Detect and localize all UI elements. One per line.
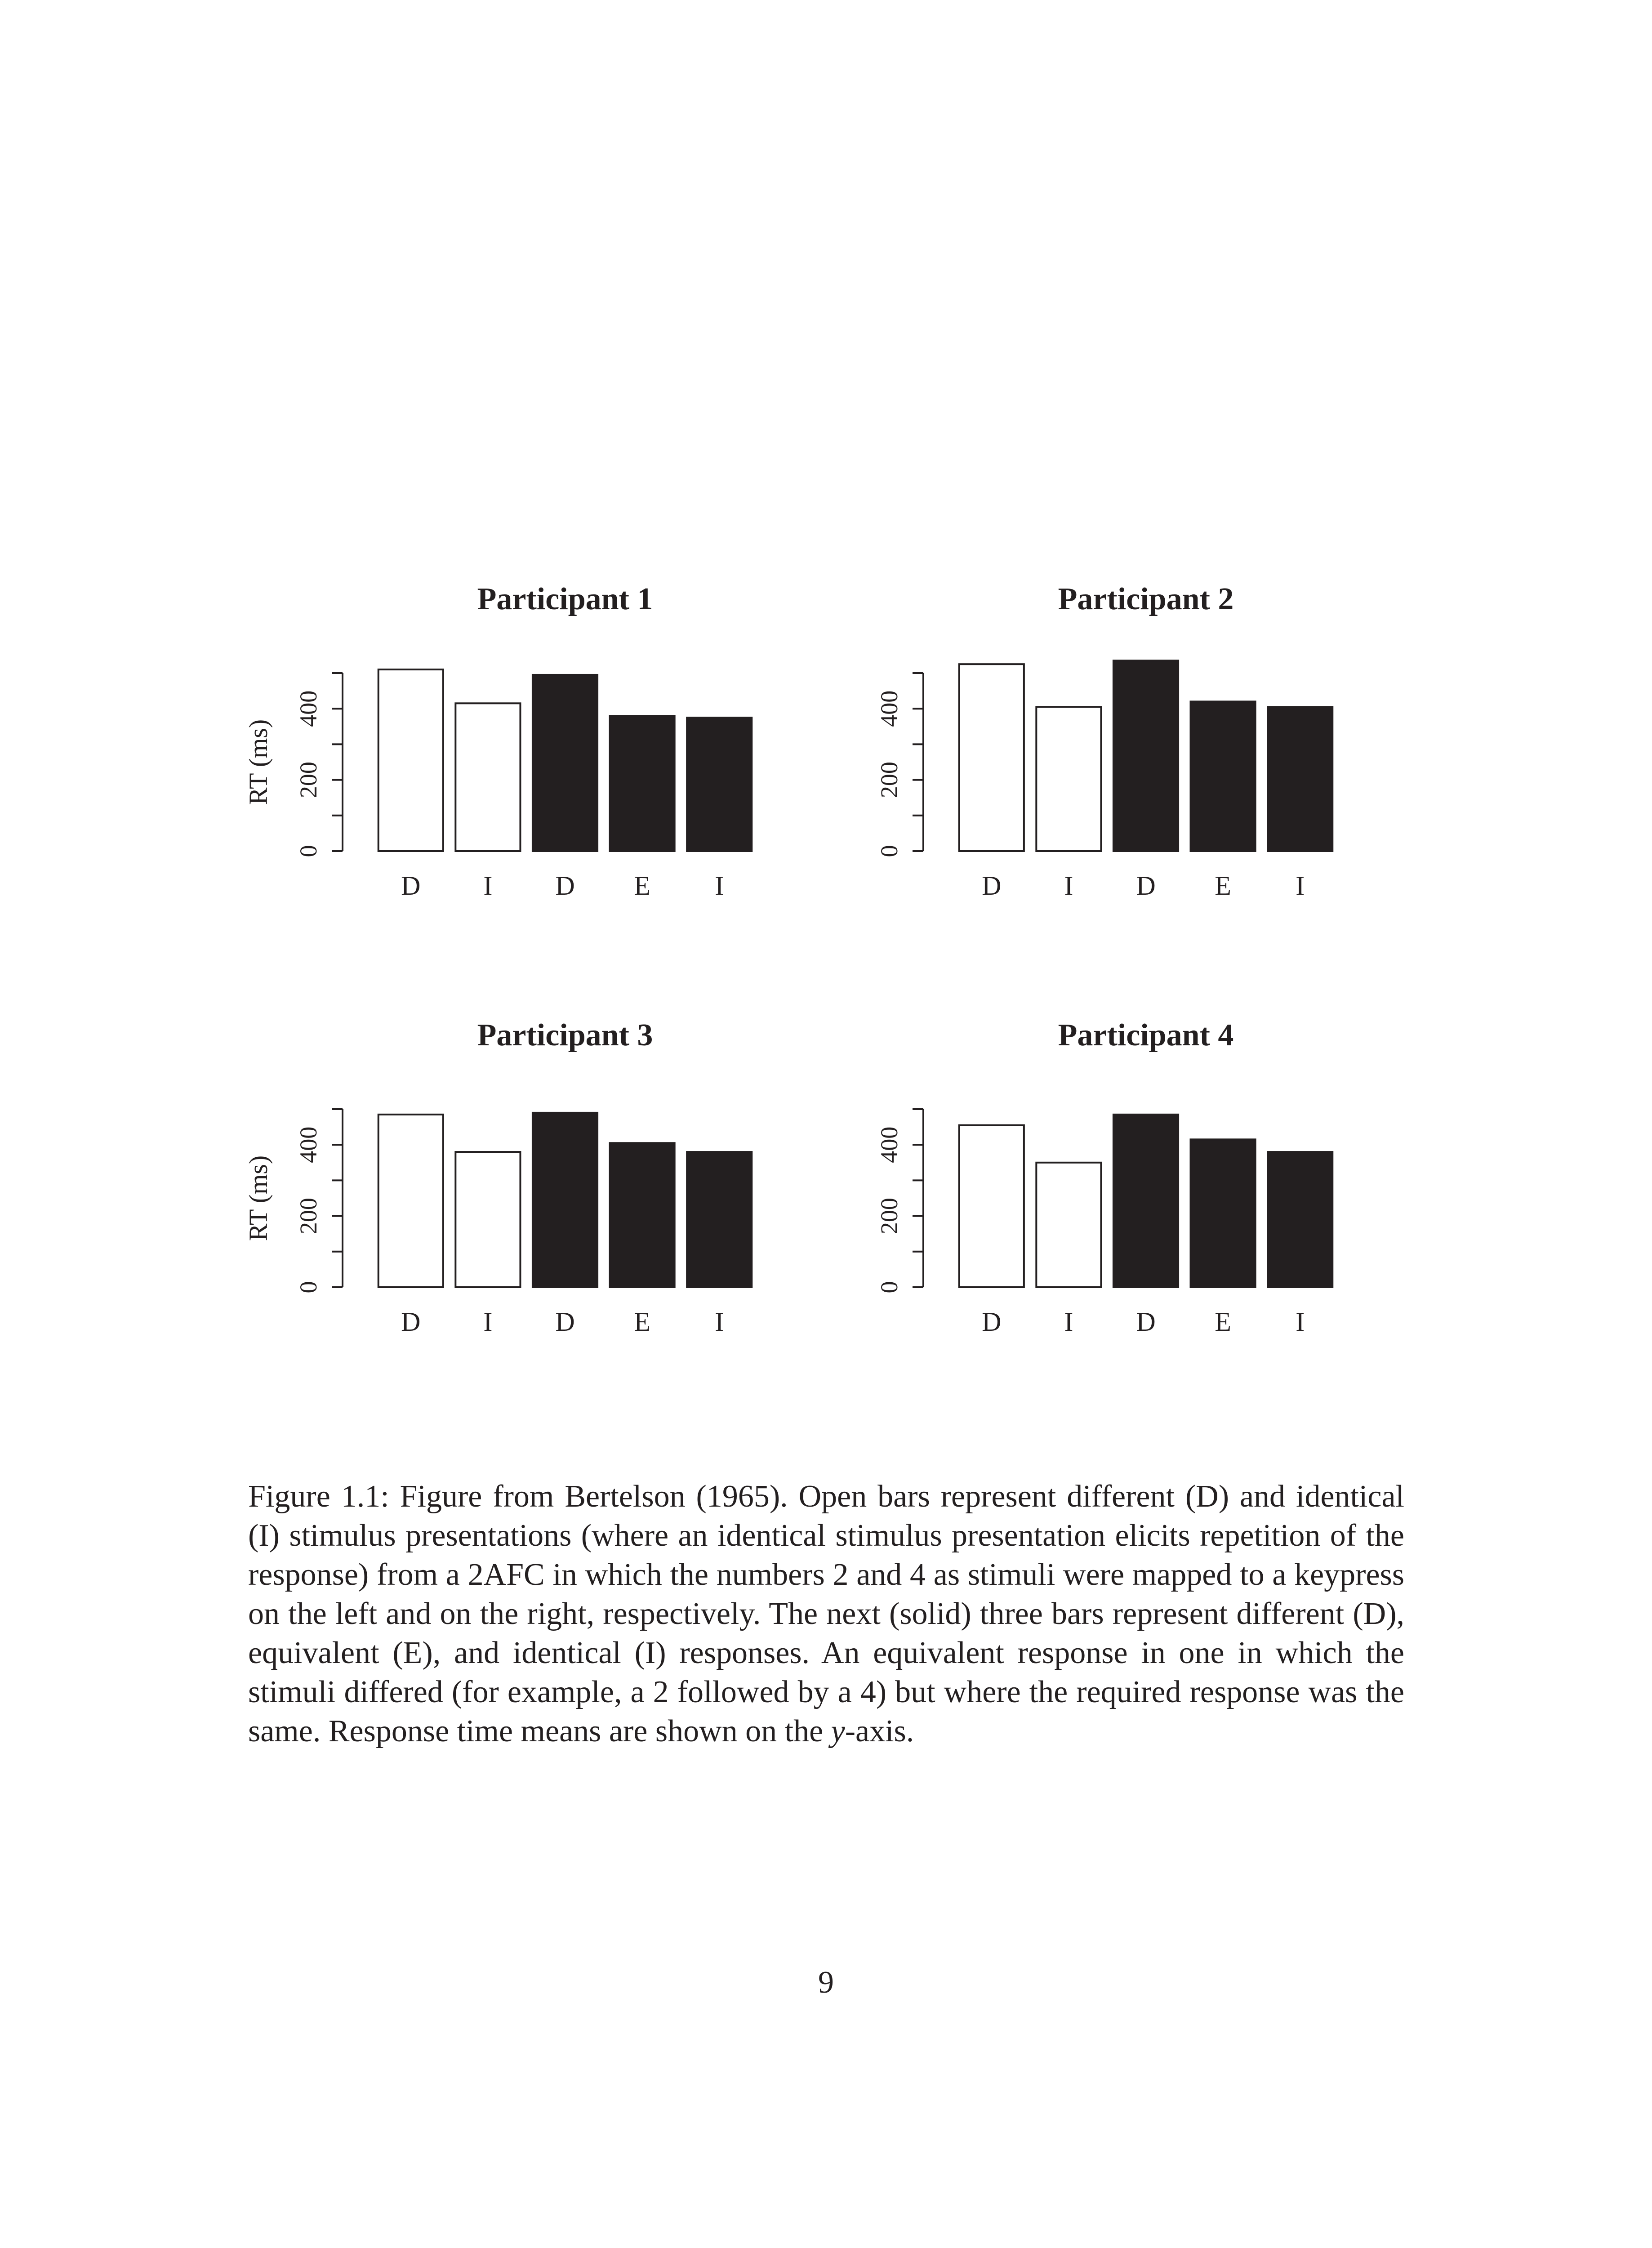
p1-x-tick-label-5: I xyxy=(715,871,724,901)
p1-bar-2 xyxy=(455,703,520,851)
p3-x-tick-label-1: D xyxy=(401,1307,421,1337)
p2-chart-title: Participant 2 xyxy=(1058,582,1234,616)
p1-x-tick-label-1: D xyxy=(401,871,421,901)
p1-bar-5 xyxy=(687,718,752,851)
p4-bar-5 xyxy=(1268,1152,1332,1287)
p2-bar-3 xyxy=(1113,660,1178,851)
p1-chart-title: Participant 1 xyxy=(477,582,653,616)
figure-caption xyxy=(248,1477,1404,1751)
p1-bar-3 xyxy=(533,675,597,851)
p3-y-axis-label: RT (ms) xyxy=(244,1155,273,1241)
p1-x-tick-label-4: E xyxy=(634,871,650,901)
p4-x-tick-label-1: D xyxy=(982,1307,1002,1337)
p3-y-tick-label: 400 xyxy=(295,1126,322,1163)
p2-x-tick-label-2: I xyxy=(1064,871,1073,901)
p4-y-tick-label: 200 xyxy=(876,1198,903,1235)
p4-chart-title: Participant 4 xyxy=(1058,1018,1234,1053)
p4-bar-2 xyxy=(1036,1163,1101,1287)
p2-y-tick-label: 200 xyxy=(876,762,903,798)
p3-x-tick-label-3: D xyxy=(555,1307,575,1337)
p4-bar-4 xyxy=(1191,1139,1256,1287)
p3-bar-4 xyxy=(610,1143,675,1287)
p3-x-tick-label-5: I xyxy=(715,1307,724,1337)
caption-y-symbol: y xyxy=(831,1714,845,1748)
page-number: 9 xyxy=(818,1965,834,2000)
caption-body: Figure from Bertelson (1965). Open bars represent different (D) and identical (I) stimulus presentations (where an identical stimulus presentation elicits repetition of the response) from a 2AFC in which the numbers 2 and 4 as stimuli were mapped to a keypress on the left and on the right, respectively. The next (solid) three bars represent different (D), equivalent (E), and identical (I) responses. An equivalent response in one in which the stimuli differed (for example, a 2 followed by a 4) but where the required response was the same. Response time means are shown on the xyxy=(248,1479,1404,1748)
p3-y-tick-label: 0 xyxy=(295,1281,322,1293)
p1-y-tick-label: 0 xyxy=(295,845,322,857)
p4-bar-1 xyxy=(959,1125,1024,1287)
p3-x-tick-label-2: I xyxy=(483,1307,493,1337)
p1-y-tick-label: 200 xyxy=(295,762,322,798)
p2-x-tick-label-3: D xyxy=(1136,871,1156,901)
p2-y-tick-label: 0 xyxy=(876,845,903,857)
p4-x-tick-label-2: I xyxy=(1064,1307,1073,1337)
p3-bar-3 xyxy=(533,1113,597,1287)
p1-y-tick-label: 400 xyxy=(295,690,322,727)
p4-x-tick-label-4: E xyxy=(1215,1307,1231,1337)
p2-bar-1 xyxy=(959,664,1024,851)
caption-label: Figure 1.1: xyxy=(248,1479,389,1514)
p2-x-tick-label-1: D xyxy=(982,871,1002,901)
p4-x-tick-label-5: I xyxy=(1296,1307,1305,1337)
p2-x-tick-label-5: I xyxy=(1296,871,1305,901)
p4-bar-3 xyxy=(1113,1115,1178,1287)
p4-y-tick-label: 400 xyxy=(876,1126,903,1163)
p1-x-tick-label-3: D xyxy=(555,871,575,901)
p3-x-tick-label-4: E xyxy=(634,1307,650,1337)
p2-bar-2 xyxy=(1036,707,1101,851)
p1-y-axis-label: RT (ms) xyxy=(244,719,273,805)
caption-body-end: -axis. xyxy=(845,1714,914,1748)
p1-bar-1 xyxy=(378,669,443,851)
p3-bar-5 xyxy=(687,1152,752,1287)
p3-chart-title: Participant 3 xyxy=(477,1018,653,1053)
p1-x-tick-label-2: I xyxy=(483,871,493,901)
p3-bar-2 xyxy=(455,1152,520,1287)
p2-y-tick-label: 400 xyxy=(876,690,903,727)
p2-bar-4 xyxy=(1191,701,1256,851)
p3-y-tick-label: 200 xyxy=(295,1198,322,1235)
p4-y-tick-label: 0 xyxy=(876,1281,903,1293)
p2-x-tick-label-4: E xyxy=(1215,871,1231,901)
p4-x-tick-label-3: D xyxy=(1136,1307,1156,1337)
p3-bar-1 xyxy=(378,1115,443,1287)
p2-bar-5 xyxy=(1268,707,1332,851)
p1-bar-4 xyxy=(610,716,675,851)
